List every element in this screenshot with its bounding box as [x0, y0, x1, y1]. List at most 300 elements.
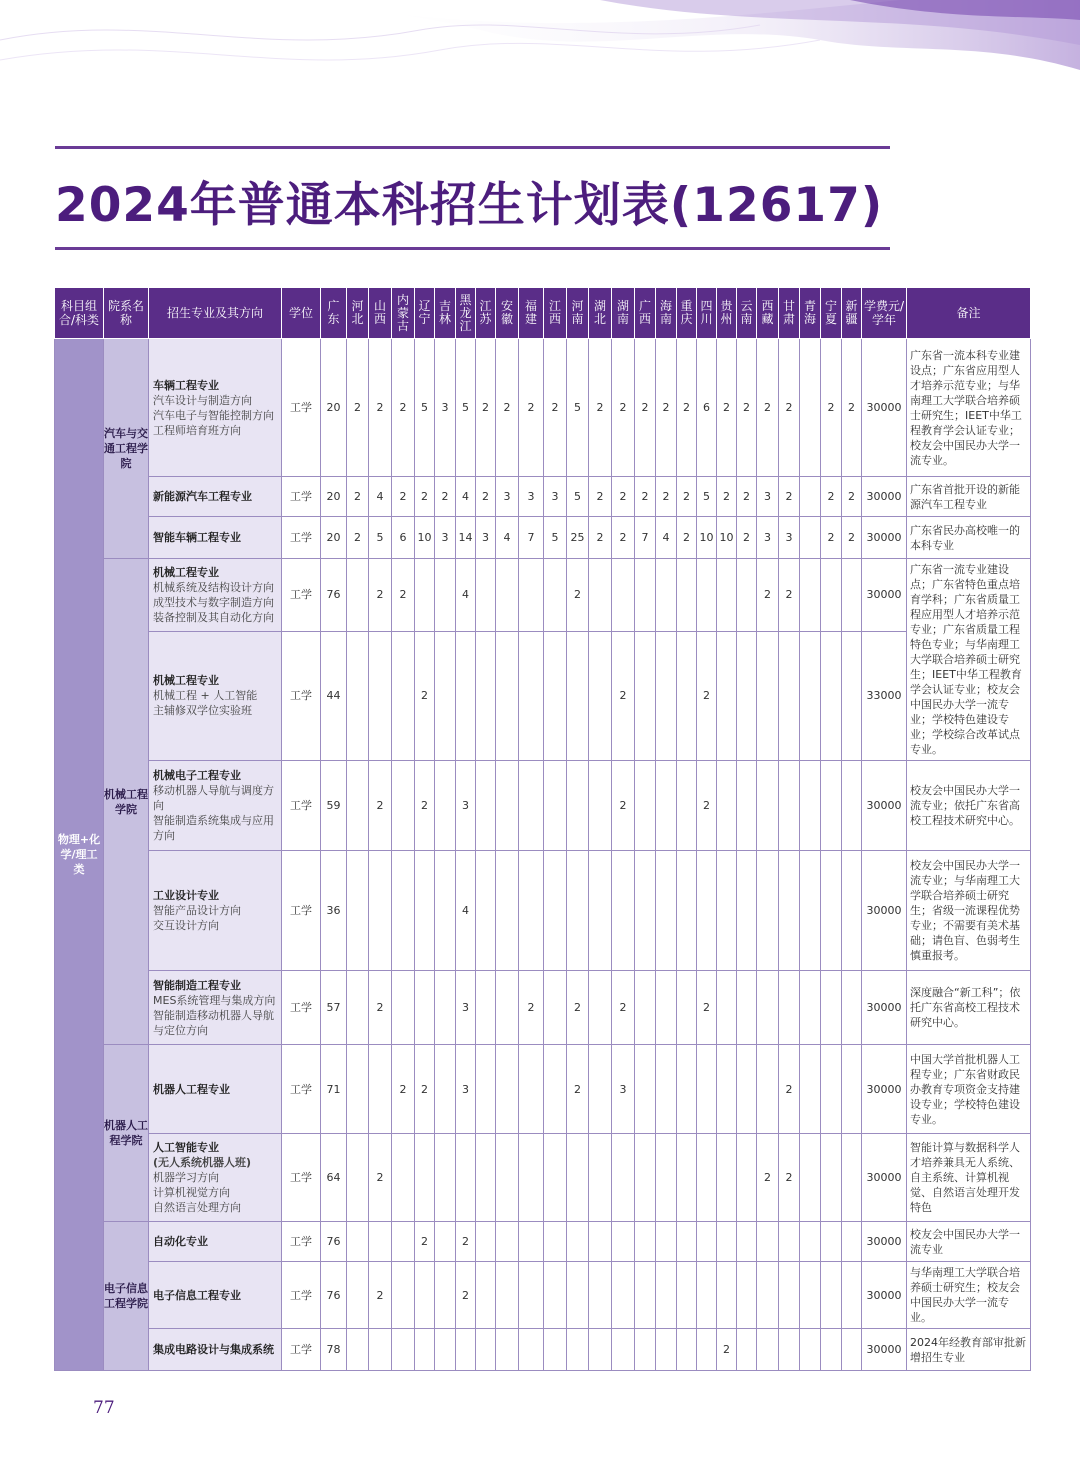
quota-cell [757, 971, 779, 1045]
quota-cell [435, 631, 456, 760]
quota-cell: 2 [347, 517, 369, 559]
quota-cell: 2 [456, 1262, 476, 1329]
header-province [757, 288, 779, 339]
quota-cell [821, 559, 842, 632]
major-direction: 智能产品设计方向 [153, 904, 241, 917]
quota-cell [544, 1262, 567, 1329]
header-province-label: 新疆 [845, 299, 858, 326]
quota-cell: 2 [737, 517, 757, 559]
quota-cell [544, 761, 567, 851]
major-name: 新能源汽车工程专业 [153, 490, 252, 503]
major-name: 工业设计专业 [153, 889, 219, 902]
quota-cell [821, 851, 842, 971]
quota-cell: 2 [656, 477, 677, 517]
quota-cell: 7 [519, 517, 544, 559]
quota-cell: 2 [842, 477, 862, 517]
note-cell: 智能计算与数据科学人才培养兼具无人系统、自主系统、计算机视觉、自然语言处理开发特色 [907, 1134, 1031, 1222]
quota-cell [800, 1045, 821, 1134]
quota-cell [347, 761, 369, 851]
quota-cell: 2 [612, 971, 635, 1045]
header-province [496, 288, 519, 339]
quota-cell: 2 [544, 339, 567, 477]
quota-cell: 2 [737, 339, 757, 477]
quota-cell [737, 559, 757, 632]
major-direction: 装备控制及其自动化方向 [153, 610, 274, 624]
fee-cell: 30000 [862, 477, 907, 517]
quota-cell [519, 559, 544, 632]
quota-cell [677, 1134, 697, 1222]
table-row [55, 851, 1031, 971]
quota-cell [737, 1045, 757, 1134]
quota-cell [369, 851, 392, 971]
major-cell [149, 1045, 282, 1134]
college-cell: 机械工程学院 [104, 559, 149, 1045]
quota-cell [737, 1222, 757, 1262]
quota-cell [347, 851, 369, 971]
quota-cell: 2 [757, 559, 779, 632]
quota-cell: 14 [456, 517, 476, 559]
fee-cell: 30000 [862, 1262, 907, 1329]
quota-cell [415, 1262, 435, 1329]
header-province-label: 吉林 [438, 299, 451, 326]
quota-cell: 5 [456, 339, 476, 477]
quota-cell [476, 761, 496, 851]
quota-cell: 2 [697, 761, 717, 851]
major-name: 车辆工程专业 [153, 378, 219, 392]
quota-cell [496, 971, 519, 1045]
quota-cell [456, 1329, 476, 1371]
quota-cell [415, 1134, 435, 1222]
table-row [55, 971, 1031, 1045]
quota-cell [842, 631, 862, 760]
quota-cell [656, 1134, 677, 1222]
quota-cell [476, 1262, 496, 1329]
quota-cell [415, 851, 435, 971]
header-wave-decoration [0, 0, 1080, 150]
quota-cell: 2 [612, 477, 635, 517]
quota-cell [779, 1329, 800, 1371]
quota-cell [737, 851, 757, 971]
header-province-label: 山西 [373, 299, 386, 326]
quota-cell: 3 [757, 517, 779, 559]
major-name: 智能制造工程专业 [153, 978, 241, 992]
quota-cell: 2 [476, 339, 496, 477]
quota-cell: 2 [717, 339, 737, 477]
quota-cell [779, 971, 800, 1045]
quota-cell: 2 [415, 1045, 435, 1134]
quota-cell: 2 [677, 339, 697, 477]
quota-cell [635, 1222, 656, 1262]
quota-cell [496, 1045, 519, 1134]
major-cell [149, 851, 282, 971]
table-row [55, 631, 1031, 760]
fee-cell: 30000 [862, 1222, 907, 1262]
quota-cell: 25 [567, 517, 589, 559]
quota-cell: 2 [717, 477, 737, 517]
quota-cell [435, 1045, 456, 1134]
note-cell: 广东省民办高校唯一的本科专业 [907, 517, 1031, 559]
header-province-label: 湖北 [593, 299, 606, 326]
quota-cell [392, 1329, 415, 1371]
major-name: 智能车辆工程专业 [153, 531, 241, 544]
major-direction: 机器学习方向 [153, 1171, 219, 1184]
quota-cell [842, 1329, 862, 1371]
table-row [55, 1045, 1031, 1134]
quota-cell: 2 [842, 339, 862, 477]
quota-cell [392, 971, 415, 1045]
quota-cell [842, 851, 862, 971]
quota-cell [519, 1045, 544, 1134]
degree-cell: 工学 [282, 971, 321, 1045]
quota-cell: 2 [435, 477, 456, 517]
major-name: 机械工程专业 [153, 674, 219, 688]
header-province [800, 288, 821, 339]
degree-cell: 工学 [282, 1045, 321, 1134]
major-name: 机械电子工程专业 [153, 769, 241, 782]
quota-cell [821, 1045, 842, 1134]
quota-cell [677, 1262, 697, 1329]
major-subtitle: (无人系统机器人班) [153, 1156, 252, 1169]
header-province-label: 重庆 [680, 299, 693, 326]
quota-cell [519, 1262, 544, 1329]
quota-cell [369, 1045, 392, 1134]
quota-cell [544, 1222, 567, 1262]
quota-cell [589, 631, 612, 760]
quota-cell [347, 1329, 369, 1371]
major-name: 机械工程专业 [153, 565, 219, 579]
quota-cell: 2 [369, 559, 392, 632]
quota-cell: 2 [369, 761, 392, 851]
degree-cell: 工学 [282, 1262, 321, 1329]
quota-cell: 57 [321, 971, 347, 1045]
quota-cell [635, 971, 656, 1045]
quota-cell [347, 971, 369, 1045]
note-cell: 中国大学首批机器人工程专业；广东省财政民办教育专项资金支持建设专业；学校特色建设专业。 [907, 1045, 1031, 1134]
quota-cell [369, 631, 392, 760]
quota-cell [779, 631, 800, 760]
major-direction: 自然语言处理方向 [153, 1201, 241, 1214]
quota-cell: 2 [415, 1222, 435, 1262]
quota-cell [677, 761, 697, 851]
quota-cell [415, 971, 435, 1045]
quota-cell [779, 1222, 800, 1262]
quota-cell: 76 [321, 559, 347, 632]
quota-cell: 3 [544, 477, 567, 517]
quota-cell: 5 [415, 339, 435, 477]
note-cell: 广东省一流本科专业建设点；广东省应用型人才培养示范专业；与华南理工大学联合培养硕士研究生；IEET中华工程教育学会认证专业；校友会中国民办大学一流专业。 [907, 339, 1031, 477]
header-province [415, 288, 435, 339]
fee-cell: 30000 [862, 1045, 907, 1134]
degree-cell: 工学 [282, 1222, 321, 1262]
major-direction: MES系统管理与集成方向 [153, 993, 276, 1007]
quota-cell: 64 [321, 1134, 347, 1222]
quota-cell: 20 [321, 517, 347, 559]
degree-cell: 工学 [282, 339, 321, 477]
quota-cell [800, 851, 821, 971]
quota-cell: 4 [456, 851, 476, 971]
fee-cell: 30000 [862, 559, 907, 632]
quota-cell [476, 1134, 496, 1222]
quota-cell [544, 631, 567, 760]
quota-cell: 2 [779, 339, 800, 477]
header-degree: 学位 [282, 288, 321, 339]
title-top-rule [55, 146, 890, 149]
header-province [456, 288, 476, 339]
quota-cell [779, 761, 800, 851]
header-province-label: 青海 [803, 299, 816, 326]
quota-cell [589, 1329, 612, 1371]
degree-cell: 工学 [282, 631, 321, 760]
quota-cell: 3 [456, 1045, 476, 1134]
quota-cell [757, 631, 779, 760]
quota-cell [635, 1329, 656, 1371]
degree-cell: 工学 [282, 477, 321, 517]
quota-cell [800, 559, 821, 632]
quota-cell [737, 971, 757, 1045]
quota-cell [392, 631, 415, 760]
major-name: 自动化专业 [153, 1235, 208, 1248]
quota-cell: 20 [321, 339, 347, 477]
quota-cell: 4 [456, 477, 476, 517]
quota-cell [544, 559, 567, 632]
quota-cell [717, 1134, 737, 1222]
quota-cell: 3 [612, 1045, 635, 1134]
quota-cell [435, 971, 456, 1045]
header-note: 备注 [907, 288, 1031, 339]
fee-cell: 30000 [862, 1329, 907, 1371]
quota-cell [677, 1329, 697, 1371]
quota-cell: 2 [369, 1134, 392, 1222]
header-province-label: 四川 [700, 299, 713, 326]
quota-cell: 2 [612, 761, 635, 851]
quota-cell [677, 851, 697, 971]
header-province-label: 贵州 [720, 299, 733, 326]
quota-cell [697, 1045, 717, 1134]
quota-cell [435, 851, 456, 971]
note-cell: 广东省一流专业建设点；广东省特色重点培育学科；广东省质量工程应用型人才培养示范专业；广东省质量工程特色专业；与华南理工大学联合培养硕士研究生；IEET中华工程教育学会认证专业；校友会中国民办大学一流专业；学校特色建设专业；学校综合改革试点专业。 [907, 559, 1031, 761]
page-number: 77 [93, 1398, 115, 1418]
quota-cell: 10 [697, 517, 717, 559]
quota-cell [476, 1329, 496, 1371]
major-cell [149, 1134, 282, 1222]
fee-cell: 30000 [862, 339, 907, 477]
quota-cell: 3 [496, 477, 519, 517]
quota-cell: 2 [496, 339, 519, 477]
header-province-label: 黑龙江 [459, 292, 472, 333]
table-row [55, 1222, 1031, 1262]
degree-cell: 工学 [282, 851, 321, 971]
header-category: 科目组合/科类 [55, 288, 104, 339]
table-header-row [55, 288, 1031, 339]
major-cell [149, 1222, 282, 1262]
quota-cell [656, 851, 677, 971]
header-province-label: 安徽 [500, 299, 513, 326]
quota-cell [347, 1134, 369, 1222]
quota-cell [612, 1329, 635, 1371]
major-direction: 计算机视觉方向 [153, 1186, 230, 1199]
quota-cell: 2 [589, 517, 612, 559]
quota-cell [612, 559, 635, 632]
quota-cell [635, 1134, 656, 1222]
major-name: 机器人工程专业 [153, 1082, 230, 1096]
quota-cell: 2 [369, 971, 392, 1045]
quota-cell [677, 971, 697, 1045]
quota-cell [415, 559, 435, 632]
major-direction: 汽车设计与制造方向 [153, 393, 252, 407]
quota-cell [589, 761, 612, 851]
college-cell: 汽车与交通工程学院 [104, 339, 149, 559]
quota-cell [821, 971, 842, 1045]
header-college: 院系名称 [104, 288, 149, 339]
quota-cell [821, 1262, 842, 1329]
quota-cell: 2 [677, 517, 697, 559]
quota-cell [435, 1134, 456, 1222]
quota-cell [821, 631, 842, 760]
quota-cell: 76 [321, 1222, 347, 1262]
quota-cell [496, 1329, 519, 1371]
quota-cell [656, 761, 677, 851]
table-row [55, 1134, 1031, 1222]
quota-cell [347, 1222, 369, 1262]
table-row [55, 1329, 1031, 1371]
quota-cell [567, 761, 589, 851]
quota-cell [800, 339, 821, 477]
quota-cell [519, 631, 544, 760]
quota-cell [697, 559, 717, 632]
major-direction: 主辅修双学位实验班 [153, 704, 252, 718]
table-row [55, 1262, 1031, 1329]
quota-cell [677, 1222, 697, 1262]
quota-cell: 10 [717, 517, 737, 559]
quota-cell: 2 [392, 477, 415, 517]
degree-cell: 工学 [282, 517, 321, 559]
header-province [737, 288, 757, 339]
quota-cell [544, 851, 567, 971]
quota-cell [697, 1222, 717, 1262]
quota-cell [697, 1134, 717, 1222]
quota-cell: 4 [656, 517, 677, 559]
quota-cell: 3 [779, 517, 800, 559]
quota-cell [737, 1134, 757, 1222]
page-title: 2024年普通本科招生计划表(12617) [55, 178, 884, 233]
header-province [369, 288, 392, 339]
quota-cell [612, 851, 635, 971]
quota-cell [656, 559, 677, 632]
table-row [55, 761, 1031, 851]
header-fee: 学费元/学年 [862, 288, 907, 339]
header-province-label: 江西 [548, 299, 561, 326]
quota-cell: 3 [435, 339, 456, 477]
header-province [612, 288, 635, 339]
quota-cell: 59 [321, 761, 347, 851]
quota-cell [476, 851, 496, 971]
quota-cell [717, 631, 737, 760]
quota-cell [496, 1222, 519, 1262]
quota-cell [589, 1262, 612, 1329]
quota-cell: 2 [519, 339, 544, 477]
quota-cell: 3 [456, 761, 476, 851]
header-province [392, 288, 415, 339]
quota-cell: 2 [567, 559, 589, 632]
quota-cell: 3 [435, 517, 456, 559]
quota-cell [800, 631, 821, 760]
quota-cell: 5 [567, 339, 589, 477]
quota-cell [544, 1329, 567, 1371]
note-cell: 广东省首批开设的新能源汽车工程专业 [907, 477, 1031, 517]
header-province-label: 福建 [524, 299, 537, 326]
major-direction: 移动机器人导航与调度方向 [153, 784, 274, 812]
degree-cell: 工学 [282, 761, 321, 851]
quota-cell [369, 1222, 392, 1262]
quota-cell [589, 851, 612, 971]
quota-cell [697, 851, 717, 971]
quota-cell [476, 631, 496, 760]
college-cell: 机器人工程学院 [104, 1045, 149, 1222]
note-cell: 2024年经教育部审批新增招生专业 [907, 1329, 1031, 1371]
quota-cell: 2 [567, 1045, 589, 1134]
quota-cell [717, 761, 737, 851]
quota-cell: 4 [369, 477, 392, 517]
table-row [55, 339, 1031, 477]
quota-cell [842, 1045, 862, 1134]
quota-cell: 2 [635, 477, 656, 517]
header-major: 招生专业及其方向 [149, 288, 282, 339]
header-province [544, 288, 567, 339]
quota-cell [435, 1222, 456, 1262]
header-province [567, 288, 589, 339]
quota-cell [589, 971, 612, 1045]
header-province-label: 海南 [659, 299, 672, 326]
quota-cell: 2 [347, 339, 369, 477]
quota-cell [757, 1262, 779, 1329]
title-bottom-rule [55, 247, 890, 250]
note-cell: 校友会中国民办大学一流专业；与华南理工大学联合培养硕士研究生；省级一流课程优势专业；不需要有美术基础；请色盲、色弱考生慎重报考。 [907, 851, 1031, 971]
quota-cell [757, 1222, 779, 1262]
quota-cell [496, 1134, 519, 1222]
header-province-label: 广东 [327, 299, 340, 326]
major-cell [149, 971, 282, 1045]
quota-cell: 2 [821, 339, 842, 477]
quota-cell: 2 [757, 339, 779, 477]
quota-cell: 2 [677, 477, 697, 517]
quota-cell [717, 1045, 737, 1134]
quota-cell [567, 1262, 589, 1329]
quota-cell [717, 851, 737, 971]
quota-cell [635, 1262, 656, 1329]
quota-cell [612, 1262, 635, 1329]
header-province-label: 广西 [638, 299, 651, 326]
quota-cell [392, 1134, 415, 1222]
header-province-label: 西藏 [761, 299, 774, 326]
category-cell: 物理+化学/理工类 [55, 339, 104, 1371]
quota-cell: 6 [697, 339, 717, 477]
quota-cell [567, 851, 589, 971]
quota-cell [677, 1045, 697, 1134]
major-cell [149, 339, 282, 477]
header-province [779, 288, 800, 339]
quota-cell [456, 1134, 476, 1222]
major-name: 电子信息工程专业 [153, 1288, 241, 1302]
note-cell: 校友会中国民办大学一流专业 [907, 1222, 1031, 1262]
major-cell [149, 559, 282, 632]
major-cell [149, 517, 282, 559]
quota-cell: 36 [321, 851, 347, 971]
table-row [55, 477, 1031, 517]
quota-cell: 2 [842, 517, 862, 559]
quota-cell: 2 [415, 761, 435, 851]
quota-cell: 2 [779, 1134, 800, 1222]
quota-cell [842, 1222, 862, 1262]
